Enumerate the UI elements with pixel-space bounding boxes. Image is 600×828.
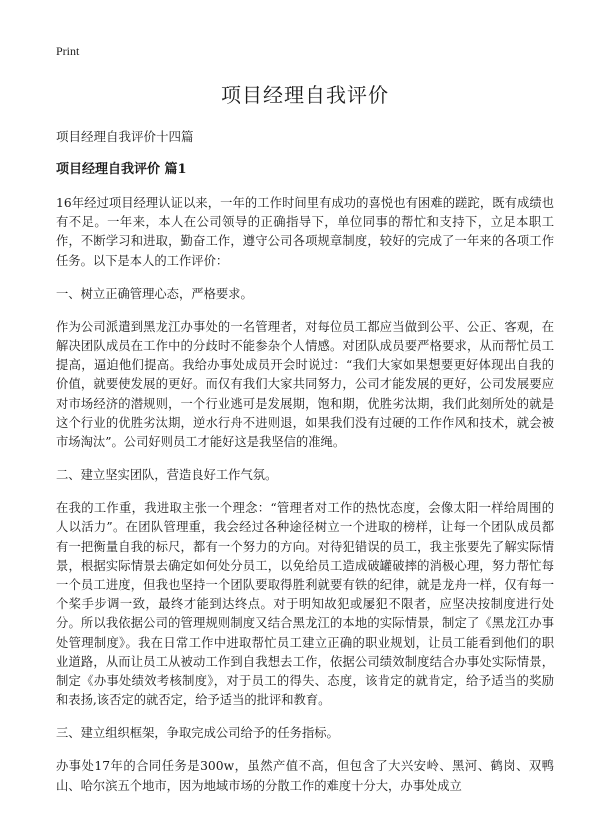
body-paragraph-1: 作为公司派遣到黑龙江办事处的一名管理者，对每位员工都应当做到公平、公正、客观，在解决团队成员在工作中的分歧时不能参杂个人情感。对团队成员要严格要求，从而帮忙员工提高，逼迫他们提高。我给办事处成员开会时说过：“我们大家如果想要更好体现出自我的价值，就要使发展的更好。而仅有我们大家共同努力，公司才能发展的更好，公司发展要应对市场经济的潜规则，一个行业逃可是发展期，饱和期，优胜劣汰期，我们此刻所处的就是这个行业的优胜劣汰期，逆水行舟不进则退，如果我们没有过硬的工作作风和技术，就会被市场淘汰”。公司好则员工才能好这是我坚信的准绳。 bbox=[56, 319, 554, 450]
point-heading-1: 一、树立正确管理心态，严格要求。 bbox=[56, 286, 253, 301]
point-heading-3: 三、建立组织框架，争取完成公司给予的任务指标。 bbox=[56, 726, 339, 741]
section-heading: 项目经理自我评价 篇1 bbox=[56, 162, 187, 177]
body-paragraph-2: 在我的工作重，我进取主张一个理念：“管理者对工作的热忱态度，会像太阳一样给周围的人以活力”。在团队管理重，我会经过各种途径树立一个进取的榜样，让每一个团队成员都有一把衡量自我的标尺，都有一个努力的方向。对待犯错误的员工，我主张要先了解实际情景，根据实际情景去确定如何处分员工，以免给员工造成破罐破摔的消极心理，努力帮忙每一个员工进度，但我也坚持一个团队要取得胜利就要有铁的纪律，就是龙舟一样，仅有每一个桨手步调一致，最终才能到达终点。对于明知故犯或屡犯不限者，应坚决按制度进行处分。所以我依据公司的管理规则制度又结合黑龙江的本地的实际情景，制定了《黑龙江办事处管理制度》。我在日常工作中进取帮忙员工建立正确的职业规划，让员工能看到他们的职业道路，从而让员工从被动工作到自我想去工作，依据公司绩效制度结合办事处实际情景，制定《办事处绩效考核制度》，对于员工的得失、态度，该肯定的就肯定，给予适当的奖励和表扬,该否定的就否定，给予适当的批评和教育。 bbox=[56, 501, 554, 708]
body-paragraph-3: 办事处17年的合同任务是300w，虽然产值不高，但包含了大兴安岭、黑河、鹤岗、双鸭山、哈尔滨五个地市，因为地域市场的分散工作的难度十分大，办事处成立 bbox=[56, 759, 554, 793]
document-title: 项目经理自我评价 bbox=[221, 83, 389, 107]
point-heading-2: 二、建立坚实团队，营造良好工作气氛。 bbox=[56, 468, 278, 483]
document-subtitle: 项目经理自我评价十四篇 bbox=[56, 129, 194, 144]
intro-paragraph: 16年经过项目经理认证以来，一年的工作时间里有成功的喜悦也有困难的蹉跎，既有成绩也有不足。一年来，本人在公司领导的正确指导下，单位同事的帮忙和支持下，立足本职工作，不断学习和进取，勤奋工作，遵守公司各项规章制度，较好的完成了一年来的各项工作任务。以下是本人的工作评价： bbox=[56, 196, 554, 268]
print-label[interactable]: Print bbox=[56, 44, 80, 58]
